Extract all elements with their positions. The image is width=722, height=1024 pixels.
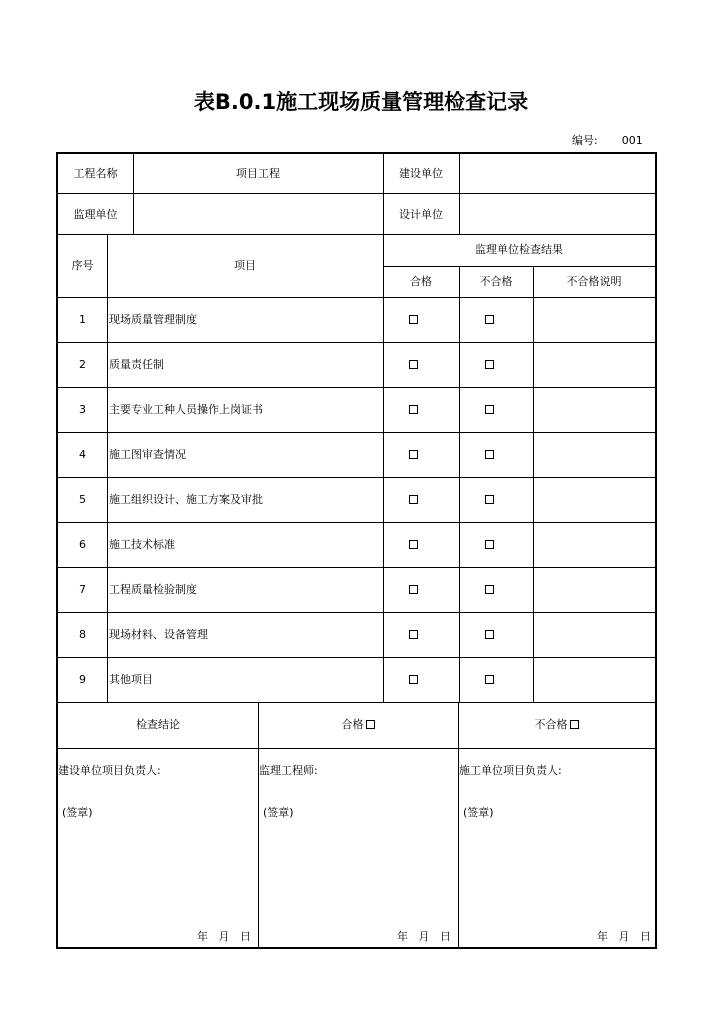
signature-date-owner[interactable]	[197, 930, 251, 944]
page-title: 表B.0.1施工现场质量管理检查记录	[193, 90, 529, 114]
date-year: 年	[597, 930, 608, 943]
column-header-result-group: 监理单位检查结果	[475, 243, 563, 256]
row-number: 1	[79, 313, 86, 326]
row-number: 8	[79, 628, 86, 641]
project-name-value[interactable]: 项目工程	[236, 167, 280, 180]
date-month: 月	[218, 930, 230, 943]
column-header-seq: 序号	[71, 259, 94, 272]
fail-checkbox[interactable]	[485, 495, 494, 504]
conclusion-pass-checkbox[interactable]	[366, 720, 375, 729]
row-number: 4	[79, 448, 86, 461]
fail-checkbox[interactable]	[485, 405, 494, 414]
row-number: 9	[79, 673, 86, 686]
row-number: 5	[79, 493, 86, 506]
inspection-form	[56, 152, 657, 949]
row-item-label: 质量责任制	[109, 358, 164, 371]
column-header-fail: 不合格	[479, 275, 513, 288]
design-unit-label: 设计单位	[399, 208, 443, 221]
signature-seal-owner[interactable]: (签章)	[62, 806, 93, 819]
date-month: 月	[418, 930, 430, 943]
date-day: 日	[440, 930, 451, 943]
pass-checkbox[interactable]	[409, 450, 418, 459]
signature-role-supervisor: 监理工程师:	[259, 764, 318, 777]
supervision-unit-label: 监理单位	[73, 208, 118, 221]
pass-checkbox[interactable]	[409, 585, 418, 594]
signature-role-owner: 建设单位项目负责人:	[58, 764, 161, 777]
row-item-label: 施工技术标准	[109, 538, 175, 551]
conclusion-fail[interactable]	[458, 718, 655, 732]
row-item-label: 其他项目	[109, 673, 153, 686]
serial-number-label: 编号:	[572, 134, 598, 147]
fail-checkbox[interactable]	[485, 540, 494, 549]
project-name-label: 工程名称	[73, 167, 118, 180]
row-item-label: 现场材料、设备管理	[109, 628, 208, 641]
column-header-pass: 合格	[410, 275, 432, 288]
row-number: 3	[79, 403, 86, 416]
row-number: 2	[79, 358, 86, 371]
column-header-item: 项目	[234, 259, 256, 272]
date-year: 年	[197, 930, 208, 943]
date-month: 月	[618, 930, 630, 943]
construction-unit-label: 建设单位	[399, 167, 443, 180]
serial-number	[572, 132, 643, 148]
date-year: 年	[397, 930, 408, 943]
column-header-fail-note: 不合格说明	[566, 275, 622, 288]
row-item-label: 主要专业工种人员操作上岗证书	[109, 403, 263, 416]
row-item-label: 施工图审查情况	[109, 448, 186, 461]
signature-seal-contractor[interactable]: (签章)	[463, 806, 494, 819]
conclusion-label: 检查结论	[136, 718, 180, 731]
date-day: 日	[240, 930, 251, 943]
fail-checkbox[interactable]	[485, 630, 494, 639]
pass-checkbox[interactable]	[409, 315, 418, 324]
pass-checkbox[interactable]	[409, 495, 418, 504]
fail-checkbox[interactable]	[485, 450, 494, 459]
conclusion-pass-label: 合格	[341, 718, 364, 731]
signature-seal-supervisor[interactable]: (签章)	[263, 806, 294, 819]
fail-checkbox[interactable]	[485, 675, 494, 684]
signature-date-supervisor[interactable]	[397, 930, 451, 944]
date-day: 日	[640, 930, 651, 943]
fail-checkbox[interactable]	[485, 360, 494, 369]
conclusion-pass[interactable]	[258, 718, 458, 732]
fail-checkbox[interactable]	[485, 315, 494, 324]
row-number: 7	[79, 583, 86, 596]
row-item-label: 施工组织设计、施工方案及审批	[109, 493, 263, 506]
signature-role-contractor: 施工单位项目负责人:	[459, 764, 562, 777]
row-item-label: 工程质量检验制度	[109, 583, 197, 596]
conclusion-fail-checkbox[interactable]	[570, 720, 579, 729]
pass-checkbox[interactable]	[409, 540, 418, 549]
serial-number-value: 001	[621, 134, 643, 147]
conclusion-fail-label: 不合格	[534, 718, 568, 731]
signature-date-contractor[interactable]	[597, 930, 651, 944]
pass-checkbox[interactable]	[409, 405, 418, 414]
fail-checkbox[interactable]	[485, 585, 494, 594]
pass-checkbox[interactable]	[409, 675, 418, 684]
pass-checkbox[interactable]	[409, 630, 418, 639]
pass-checkbox[interactable]	[409, 360, 418, 369]
row-item-label: 现场质量管理制度	[109, 313, 197, 326]
row-number: 6	[79, 538, 86, 551]
